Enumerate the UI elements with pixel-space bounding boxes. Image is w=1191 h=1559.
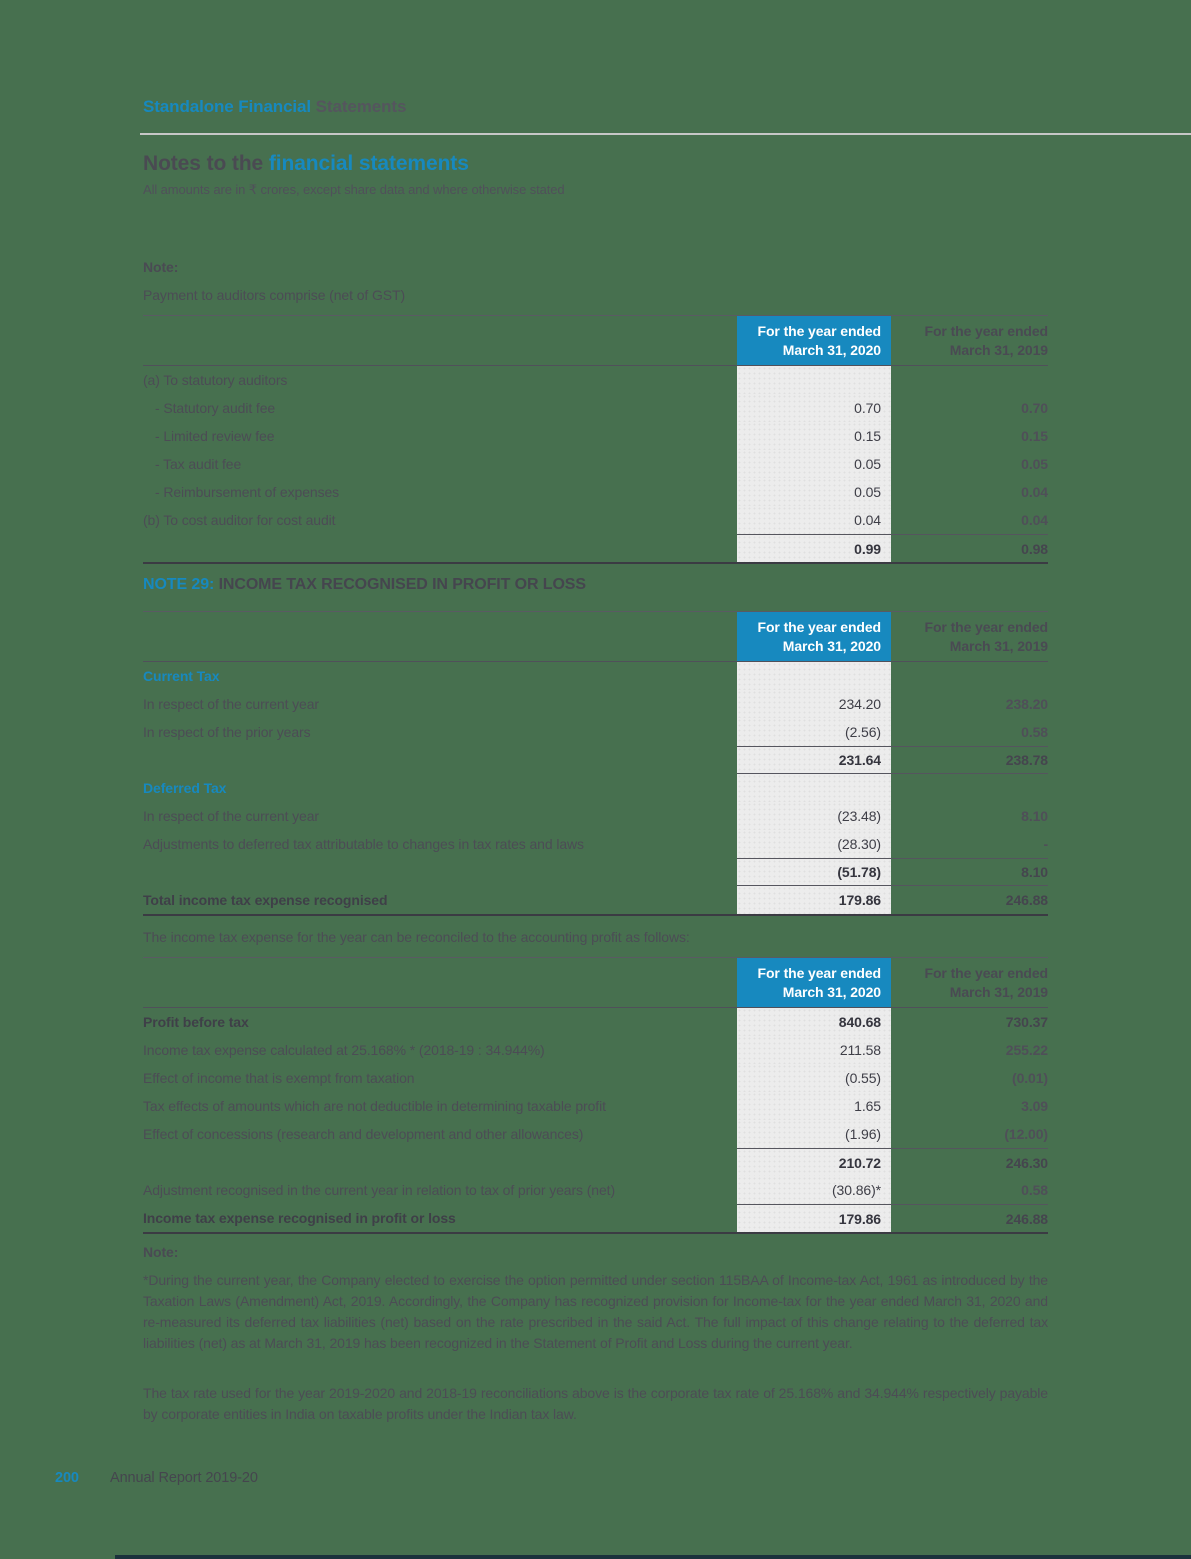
row-label: Total income tax expense recognised xyxy=(143,892,388,908)
table-row xyxy=(143,366,1048,394)
col-header-line1: For the year ended xyxy=(757,965,881,981)
table-row xyxy=(143,478,1048,506)
col-header-line1: For the year ended xyxy=(924,965,1048,981)
running-header-accent: Standalone Financial xyxy=(143,97,312,116)
value-2019: 246.88 xyxy=(1005,892,1048,908)
note29-title: INCOME TAX RECOGNISED IN PROFIT OR LOSS xyxy=(214,576,586,593)
subtotal-row xyxy=(143,858,1048,886)
footnote-label: Note: xyxy=(143,1244,179,1260)
row-label: - Tax audit fee xyxy=(155,456,242,472)
value-2019: 0.98 xyxy=(891,534,1048,562)
page-title-accent: financial statements xyxy=(268,152,469,175)
value-2020: (1.96) xyxy=(737,1120,891,1148)
value-2019: - xyxy=(1043,836,1048,852)
col-header-2020 xyxy=(737,316,891,365)
table-total-row xyxy=(143,1204,1048,1232)
table-row xyxy=(143,802,1048,830)
row-label: Deferred Tax xyxy=(143,780,227,796)
value-2020: 211.58 xyxy=(737,1036,891,1064)
table-row xyxy=(143,718,1048,746)
reconciliation-intro: The income tax expense for the year can be reconciled to the accounting profit as follows: xyxy=(143,929,690,945)
value-2020: 0.70 xyxy=(737,394,891,422)
value-2020: (51.78) xyxy=(737,858,891,886)
row-label: Profit before tax xyxy=(143,1014,249,1030)
col-header-line1: For the year ended xyxy=(924,619,1048,635)
col-header-line2: March 31, 2019 xyxy=(949,342,1048,358)
value-2019: 0.05 xyxy=(1021,456,1048,472)
value-2019: 0.15 xyxy=(1021,428,1048,444)
value-2020: (0.55) xyxy=(737,1064,891,1092)
value-2020: 0.04 xyxy=(737,506,891,534)
value-2019: 0.04 xyxy=(1021,484,1048,500)
table-row xyxy=(143,690,1048,718)
row-label: Adjustment recognised in the current year in relation to tax of prior years (net) xyxy=(143,1182,616,1198)
col-header-2020 xyxy=(737,958,891,1007)
col-header-2019 xyxy=(891,316,1048,365)
table-row xyxy=(143,422,1048,450)
subtotal-row xyxy=(143,746,1048,774)
value-2020: 234.20 xyxy=(737,690,891,718)
footer-report-title: Annual Report 2019-20 xyxy=(110,1470,258,1486)
value-2019: 0.58 xyxy=(1021,1182,1048,1198)
value-2020: 231.64 xyxy=(737,746,891,774)
value-2019: (0.01) xyxy=(1012,1070,1048,1086)
col-header-line1: For the year ended xyxy=(757,619,881,635)
row-label: - Statutory audit fee xyxy=(155,400,276,416)
auditors-note-label: Note: xyxy=(143,259,179,275)
col-header-line2: March 31, 2019 xyxy=(949,984,1048,1000)
auditors-note-intro: Payment to auditors comprise (net of GST) xyxy=(143,287,406,303)
table-total-row xyxy=(143,886,1048,914)
table-row xyxy=(143,1064,1048,1092)
value-2020: 179.86 xyxy=(737,886,891,914)
value-2019: 246.30 xyxy=(891,1148,1048,1176)
row-label: Income tax expense recognised in profit or loss xyxy=(143,1210,456,1226)
value-2019: 238.20 xyxy=(1005,696,1048,712)
value-2019: 3.09 xyxy=(1021,1098,1048,1114)
footnote-paragraph-2: The tax rate used for the year 2019-2020 and 2018-19 reconciliations above is the corporate tax rate of 25.168% and 34.944% respectively payable by corporate entities in India on taxable profits under the Indian tax law. xyxy=(143,1385,1048,1422)
page-title xyxy=(143,152,469,176)
reconciliation-table xyxy=(143,957,1048,1234)
bottom-accent-bar xyxy=(115,1555,1191,1559)
value-2019: 246.88 xyxy=(891,1204,1048,1232)
running-header-rest: Statements xyxy=(311,97,407,116)
page-subtitle: All amounts are in ₹ crores, except share data and where otherwise stated xyxy=(143,182,565,197)
value-2019: 238.78 xyxy=(891,746,1048,774)
col-header-line1: For the year ended xyxy=(757,323,881,339)
table-header-row xyxy=(143,611,1048,662)
value-2019: 0.70 xyxy=(1021,400,1048,416)
row-label xyxy=(143,858,737,886)
row-label xyxy=(143,534,737,562)
col-header-line2: March 31, 2020 xyxy=(782,984,881,1000)
footnote-paragraph-1: *During the current year, the Company elected to exercise the option permitted under section 115BAA of Income-tax Act, 1961 as introduced by the Taxation Laws (Amendment) Act, 2019. Accordingly, the Company has recognized provision for Income-tax for the year ended March 31, 2020 and re-measured its deferred tax liabilities (net) based on the rate prescribed in the said Act. The full impact of this change relating to the deferred tax liabilities (net) as at March 31, 2019 has been recognized in the Statement of Profit and Loss during the current year. xyxy=(143,1272,1048,1351)
row-label: Current Tax xyxy=(143,668,220,684)
value-2020: 179.86 xyxy=(737,1204,891,1232)
table-row xyxy=(143,506,1048,534)
value-2020: 1.65 xyxy=(737,1092,891,1120)
table-row xyxy=(143,450,1048,478)
value-2020 xyxy=(737,366,891,394)
table-row xyxy=(143,830,1048,858)
table-row xyxy=(143,1120,1048,1148)
table-total-row xyxy=(143,534,1048,562)
col-header-2019 xyxy=(891,958,1048,1007)
table-row xyxy=(143,1008,1048,1036)
row-label xyxy=(143,746,737,774)
row-label: In respect of the current year xyxy=(143,808,319,824)
row-label: - Reimbursement of expenses xyxy=(155,484,340,500)
row-label: Tax effects of amounts which are not deductible in determining taxable profit xyxy=(143,1098,606,1114)
value-2020: (23.48) xyxy=(737,802,891,830)
header-spacer xyxy=(143,612,737,661)
value-2019: (12.00) xyxy=(1004,1126,1048,1142)
row-label: - Limited review fee xyxy=(155,428,275,444)
section-row xyxy=(143,662,1048,690)
section-row xyxy=(143,774,1048,802)
table-header-row xyxy=(143,315,1048,366)
col-header-line2: March 31, 2019 xyxy=(949,638,1048,654)
income-tax-table xyxy=(143,611,1048,916)
row-label: Effect of income that is exempt from taxation xyxy=(143,1070,415,1086)
col-header-line1: For the year ended xyxy=(924,323,1048,339)
col-header-line2: March 31, 2020 xyxy=(782,638,881,654)
value-2019: 730.37 xyxy=(1005,1014,1048,1030)
value-2019: 0.04 xyxy=(1021,512,1048,528)
subtotal-row xyxy=(143,1148,1048,1176)
value-2020: (30.86)* xyxy=(737,1176,891,1204)
value-2019: 0.58 xyxy=(1021,724,1048,740)
value-2020: (28.30) xyxy=(737,830,891,858)
auditors-table xyxy=(143,315,1048,564)
note29-heading xyxy=(143,576,586,594)
row-label: Adjustments to deferred tax attributable to changes in tax rates and laws xyxy=(143,836,584,852)
col-header-line2: March 31, 2020 xyxy=(782,342,881,358)
header-spacer xyxy=(143,958,737,1007)
value-2020: (2.56) xyxy=(737,718,891,746)
row-label: In respect of the prior years xyxy=(143,724,311,740)
page-title-prefix: Notes to the xyxy=(143,152,269,175)
value-2019 xyxy=(891,662,1048,690)
header-spacer xyxy=(143,316,737,365)
col-header-2020 xyxy=(737,612,891,661)
table-bottom-rule xyxy=(143,1232,1048,1234)
row-label: Effect of concessions (research and development and other allowances) xyxy=(143,1126,584,1142)
table-header-row xyxy=(143,957,1048,1008)
row-label: (b) To cost auditor for cost audit xyxy=(143,512,336,528)
value-2020: 210.72 xyxy=(737,1148,891,1176)
value-2020: 0.05 xyxy=(737,450,891,478)
table-row xyxy=(143,394,1048,422)
row-label: (a) To statutory auditors xyxy=(143,372,288,388)
value-2020: 840.68 xyxy=(737,1008,891,1036)
value-2020 xyxy=(737,774,891,802)
value-2020 xyxy=(737,662,891,690)
table-row xyxy=(143,1176,1048,1204)
table-bottom-rule xyxy=(143,914,1048,916)
table-bottom-rule xyxy=(143,562,1048,564)
col-header-2019 xyxy=(891,612,1048,661)
note29-number: NOTE 29: xyxy=(143,576,215,593)
value-2019 xyxy=(891,366,1048,394)
page-number: 200 xyxy=(55,1470,79,1486)
value-2019: 8.10 xyxy=(1021,808,1048,824)
running-header xyxy=(143,97,406,117)
value-2020: 0.05 xyxy=(737,478,891,506)
value-2020: 0.99 xyxy=(737,534,891,562)
table-row xyxy=(143,1092,1048,1120)
row-label: Income tax expense calculated at 25.168% * (2018-19 : 34.944%) xyxy=(143,1042,545,1058)
row-label xyxy=(143,1148,737,1176)
value-2020: 0.15 xyxy=(737,422,891,450)
value-2019: 8.10 xyxy=(891,858,1048,886)
value-2019 xyxy=(891,774,1048,802)
row-label: In respect of the current year xyxy=(143,696,319,712)
table-row xyxy=(143,1036,1048,1064)
header-divider xyxy=(140,133,1191,135)
value-2019: 255.22 xyxy=(1005,1042,1048,1058)
